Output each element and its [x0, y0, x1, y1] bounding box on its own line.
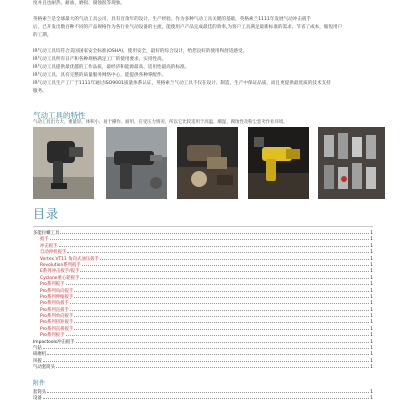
toc-leader-dots: [43, 394, 369, 399]
toc-leader-dots: [74, 287, 369, 292]
features-desc: 气动工具出力大、重量轻、体积小、易于操作、耐用、在受压力情况、所以它比较适用于高温、潮湿、腐蚀性及粉尘恶劣作业环境。: [33, 120, 288, 125]
toc-entry-page: 1: [370, 282, 373, 288]
toc-leader-dots: [74, 293, 369, 298]
toc-entry-page: 1: [370, 243, 373, 249]
toc-divider: [33, 226, 373, 227]
toc-leader-dots: [70, 299, 369, 304]
product-photos: [33, 127, 385, 199]
intro-text: [33, 0, 385, 96]
product-photo-grinder: [248, 127, 309, 199]
toc-entry-page: 1: [370, 390, 373, 395]
intro-line: 服务。: [33, 89, 47, 94]
toc-entry-page: 1: [370, 262, 373, 268]
toc-entry-page: 1: [370, 301, 373, 307]
toc-entry-page: 1: [370, 294, 373, 300]
toc-entry-label: Pro系列角向扳手: [40, 288, 74, 294]
toc-title: 目录: [33, 207, 60, 221]
intro-line: 的工期。: [33, 33, 52, 38]
toc-entry-label: 自动停机扳手: [40, 250, 67, 256]
product-photo-sockets: [318, 127, 385, 199]
product-photo-assembly-tool: [177, 127, 238, 199]
toc-leader-dots: [59, 242, 370, 247]
toc-leader-dots: [82, 261, 369, 266]
toc-entry-label: Cyclone重心轮扳手: [40, 275, 80, 281]
toc-entry-page: 1: [370, 314, 373, 320]
toc-entry-label: 研磨机: [33, 352, 47, 358]
toc-entry-page: 1: [370, 237, 373, 243]
toc-entry-label: Vortex VT11 角向式油压扳手: [40, 256, 99, 262]
features-title: 气动工具的特性: [33, 111, 86, 120]
toc-leader-dots: [70, 306, 369, 311]
toc-entry-label: Impactools冲击扳手: [33, 339, 75, 345]
toc-leader-dots: [80, 267, 369, 272]
toc-leader-dots: [60, 229, 369, 234]
toc-entry-label: Revolution系列扳手: [40, 262, 81, 268]
toc-leader-dots: [80, 274, 369, 279]
table-of-contents: [33, 229, 373, 370]
toc-entry-label: 气钻: [33, 346, 42, 352]
product-photo-drill: [106, 127, 167, 199]
toc-leader-dots: [66, 331, 370, 336]
intro-line: 后，已开发出数百种不同的产品规格作为各行业气动设备的主流，能使用户产品完成最佳的效率,为客户工具满足最新标准的需求。节省了成本，缩短用户: [33, 25, 343, 30]
intro-line: IR气动工具均符合美国国家安全标准(OSHA)，使用安全，最好的综合设计，给您良好的使用和舒适感受。: [33, 49, 248, 54]
toc-leader-dots: [43, 357, 369, 362]
toc-entry-page: 1: [370, 275, 373, 281]
toc-leader-dots: [76, 338, 370, 343]
toc-entry-label: 风扳: [33, 358, 42, 364]
toc-entry-label: Pro系列伸缩扳手: [40, 294, 74, 300]
toc-entry-page: 1: [370, 288, 373, 294]
toc-entry-page: 1: [370, 269, 373, 275]
toc-leader-dots: [50, 235, 369, 240]
intro-line: IR气动工具，具有完整的质量服务网络中心，能提供各种零配件。: [33, 73, 167, 78]
toc-entry-page: 1: [370, 358, 373, 364]
toc-entry-label: E系列冲击扳手/扳手: [40, 269, 80, 275]
toc-entry-page: 1: [370, 307, 373, 313]
toc-entry-page: 1: [370, 326, 373, 332]
toc-leader-dots: [47, 350, 369, 355]
toc-entry-page: 1: [370, 346, 373, 352]
toc-leader-dots: [67, 248, 369, 253]
intro-line: IR气动工具生产工厂于1111年通过ISO9001质量体系认证，英格索兰气动工具不仅在设计、制造，生产中保证品质，而且更提供最优质的技术支持: [33, 81, 331, 86]
toc-entry-label: 扳手: [40, 237, 49, 243]
toc-entry-page: 1: [370, 250, 373, 256]
intro-line: IR气动工具所有日产和各种规格满足工厂的使用要求，实用性高。: [33, 57, 167, 62]
toc-entry-page: 1: [370, 333, 373, 339]
toc-entry-label: Pro系列角扳手: [40, 301, 69, 307]
toc-entry-page: 1: [370, 365, 373, 371]
toc-leader-dots: [47, 388, 369, 393]
intro-line: IR气动工具提供最优越的工作品质，最经济和能源最高、适用性最高的标准。: [33, 65, 190, 70]
appendix-list: [33, 388, 373, 401]
product-photo-impact-wrench: [33, 127, 94, 199]
intro-line: 英格索兰是全球最大的气动工具公司，具有百余年的设计、生产经验。作为多种气动工具关键的基础，英格索兰1111年发展气动冲击扳手: [33, 17, 312, 22]
toc-entry-page: 1: [370, 339, 373, 345]
toc-entry-page: 1: [370, 320, 373, 326]
toc-entry-label: Pro系列单向扳手: [40, 314, 74, 320]
toc-leader-dots: [56, 363, 369, 368]
toc-leader-dots: [74, 312, 369, 317]
appendix-title: 附件: [33, 380, 46, 387]
toc-entry-page: 1: [370, 256, 373, 262]
toc-entry-page: 1: [370, 231, 373, 236]
toc-entry-label: 气动套筒头: [33, 365, 55, 371]
toc-entry-label: Pro系列直扳扳手: [40, 326, 74, 332]
toc-entry-label: 多能拉螺工具: [33, 231, 60, 236]
toc-leader-dots: [43, 344, 369, 349]
toc-entry-label: Pro系列直扳手: [40, 307, 69, 313]
toc-leader-dots: [74, 318, 369, 323]
toc-entry-label: 套筒头: [33, 390, 47, 395]
toc-entry-label: 设备: [33, 396, 42, 402]
toc-entry-page: 1: [370, 396, 373, 402]
toc-entry-label: Pro系列扭矩扳手: [40, 320, 74, 326]
toc-leader-dots: [66, 280, 370, 285]
toc-entry-label: Pro系列扳手: [40, 282, 65, 288]
toc-entry[interactable]: [33, 363, 373, 369]
toc-entry-label: 冲击扳手: [40, 243, 58, 249]
toc-leader-dots: [100, 255, 369, 260]
toc-entry-page: 1: [370, 352, 373, 358]
toc-entry-label: Pro系列扳手: [40, 333, 65, 339]
intro-line: 度并且也耐热、耐油、磨损、腐蚀很等现象。: [33, 1, 125, 6]
toc-leader-dots: [74, 325, 369, 330]
